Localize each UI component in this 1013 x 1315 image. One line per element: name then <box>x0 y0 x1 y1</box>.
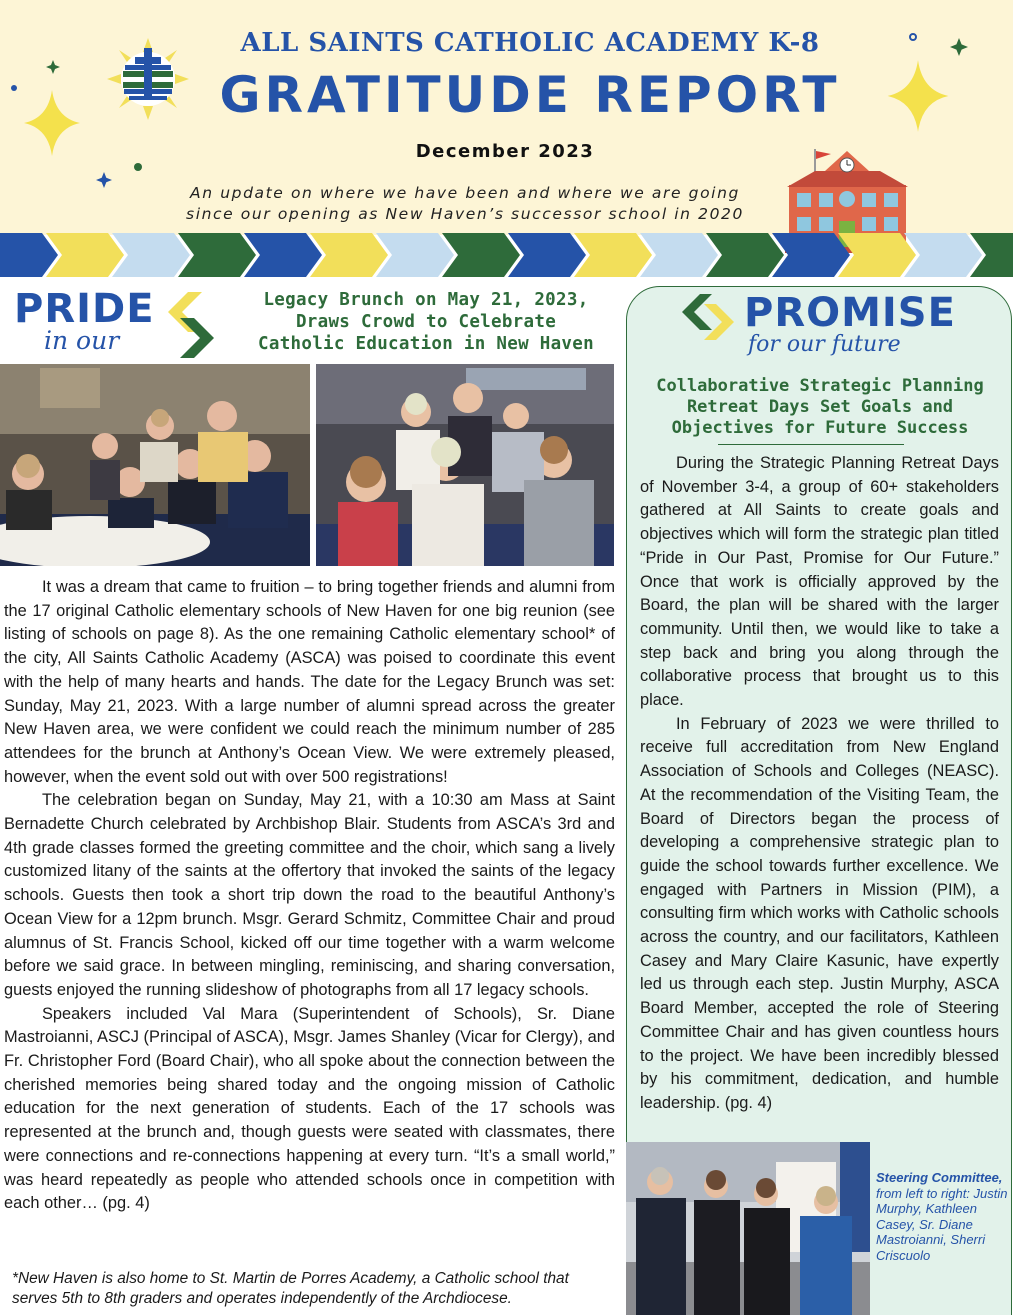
pride-subheading: in our <box>44 326 120 355</box>
sparkle-icon <box>10 84 18 92</box>
sparkle-icon <box>908 32 918 42</box>
sparkle-icon <box>950 38 968 56</box>
header-banner <box>0 0 1013 235</box>
promise-heading: PROMISE <box>744 290 956 336</box>
tagline <box>160 183 770 225</box>
school-name: ALL SAINTS CATHOLIC ACADEMY K-8 <box>240 28 820 58</box>
headline-line: Retreat Days Set Goals and <box>686 397 954 417</box>
footnote: *New Haven is also home to St. Martin de Porres Academy, a Catholic school that serves 5th to 8th graders and operates independently of the Archdiocese. <box>12 1270 569 1307</box>
tagline-line-1: An update on where we have been and where we are going <box>190 184 740 202</box>
legacy-brunch-article <box>4 576 615 1216</box>
sparkle-icon <box>22 88 82 158</box>
sparkle-icon <box>885 58 951 134</box>
sparkle-icon <box>133 162 143 172</box>
headline-line: Draws Crowd to Celebrate <box>295 312 557 332</box>
caption-body: from left to right: Justin Murphy, Kathleen Casey, Sr. Diane Mastroianni, Sherri Criscuolo <box>876 1185 1008 1263</box>
strategic-planning-article <box>640 452 999 1116</box>
chevron-band-segment <box>0 233 58 277</box>
headline-line: Objectives for Future Success <box>671 418 969 438</box>
headline-divider <box>718 444 904 445</box>
headline-line: Catholic Education in New Haven <box>258 334 594 354</box>
legacy-brunch-photo-alumnae <box>316 364 614 566</box>
chevron-band <box>0 233 1013 277</box>
pride-heading: PRIDE <box>14 286 155 332</box>
strategic-planning-headline <box>632 376 1008 439</box>
legacy-brunch-photo-guests <box>0 364 310 566</box>
school-crest-icon <box>107 38 189 120</box>
article-paragraph: In February of 2023 we were thrilled to receive full accreditation from New England Association of Schools and Colleges (NEASC). At the recommendation of the Visiting Team, the Board of Directors began the process of developing a comprehensive strategic plan to guide the school towards further excellence. We engaged with Partners in Mission (PIM), a consulting firm which works with Catholic schools across the country, and our facilitators, Kathleen Casey and Mary Claire Kasunic, have expertly led us through each step. Justin Murphy, ASCA Board Member, accepted the role of Steering Committee Chair and has given countless hours to the project. We have been incredibly blessed by his commitment, dedication, and humble leadership. (pg. 4) <box>640 714 999 1112</box>
legacy-brunch-headline <box>226 289 626 355</box>
tagline-line-2: since our opening as New Haven’s successor school in 2020 <box>186 205 744 223</box>
headline-line: Collaborative Strategic Planning <box>656 376 984 396</box>
article-paragraph: Speakers included Val Mara (Superintendent of Schools), Sr. Diane Mastroianni, ASCJ (Principal of ASCA), Msgr. James Shanley (Vicar for Clergy), and Fr. Christopher Ford (Board Chair), who all spoke about the connection between the cherished memories being shared today and the ongoing mission of Catholic education for the next generation of students. Each of the 17 schools was represented at the brunch and, though guests were seated with classmates, there were connections and re-connections happening at every turn. “It’s a small world,” was heard repeatedly as people who attended schools once in competition with each other… (pg. 4) <box>4 1004 615 1213</box>
sparkle-icon <box>46 60 60 74</box>
chevron-icon <box>678 292 748 342</box>
article-paragraph: The celebration began on Sunday, May 21, with a 10:30 am Mass at Saint Bernadette Church celebrated by Archbishop Blair. Students from ASCA’s 3rd and 4th grade classes formed the greeting committee and the choir, which sang a lively customized litany of the saints at the offertory that invoked the saints of the legacy schools. Guests then took a short trip down the road to the beautiful Anthony’s Ocean View for a 12pm brunch. Msgr. Gerard Schmitz, Committee Chair and proud alumnus of St. Francis School, kicked off our time together with a warm welcome before we said grace. In between mingling, reminiscing, and sharing conversation, guests enjoyed the running slideshow of photographs from all 17 legacy schools. <box>4 791 615 999</box>
article-paragraph: It was a dream that came to fruition – to bring together friends and alumni from the 17 original Catholic elementary schools of New Haven for one big reunion (see listing of schools on page 8). As the one remaining Catholic elementary school* of the city, All Saints Catholic Academy (ASCA) was poised to coordinate this event with the help of many hearts and hands. The date for the Legacy Brunch was set: Sunday, May 21, 2023. With a large number of alumni spread across the greater New Haven area, we were confident we could reach the minimum number of 285 attendees for the brunch at Anthony’s Ocean View. We were extremely pleased, however, when the event sold out with over 500 registrations! <box>4 578 615 786</box>
promise-subheading: for our future <box>748 332 901 357</box>
article-paragraph: During the Strategic Planning Retreat Days of November 3-4, a group of 60+ stakeholders gathered at All Saints to create goals and objectives which will form the strategic plan titled “Pride in Our Past, Promise for Our Future.” Once that work is officially approved by the Board, the plan will be shared with the larger community. Until then, we would like to take a step back and bring you along through the collaborative process that brought us to this place. <box>640 454 999 710</box>
chevron-icon <box>150 290 220 360</box>
report-title: GRATITUDE REPORT <box>219 66 841 124</box>
caption-title: Steering Committee, <box>876 1170 1003 1185</box>
report-date: December 2023 <box>415 141 595 162</box>
steering-committee-caption <box>876 1170 1010 1263</box>
steering-committee-photo <box>626 1142 870 1315</box>
headline-line: Legacy Brunch on May 21, 2023, <box>263 290 589 310</box>
sparkle-icon <box>96 172 112 188</box>
